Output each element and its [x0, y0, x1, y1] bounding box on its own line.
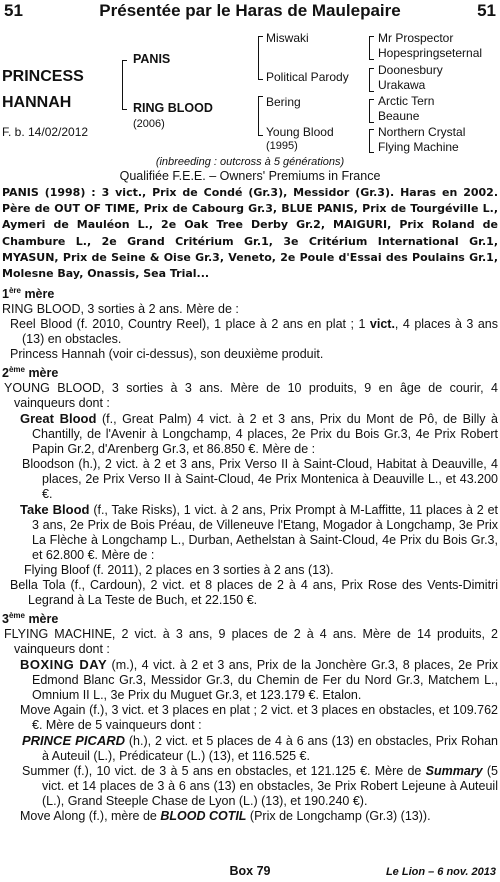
section-heading-1: 1ère mère [2, 286, 55, 302]
dam-year: (2006) [133, 118, 165, 130]
boxing-day: BOXING DAY (m.), 4 vict. à 2 et 3 ans, Prix de la Jonchère Gr.3, 8 places, 2e Prix Edmond Blanc Gr.3, Messidor Gr.3, du Chemin de Fer du Nord Gr.3, Matchem L., Omnium II L., 3e Prix du Muguet Gr.3, et 123.179 €. Etalon. [20, 657, 498, 703]
ancestor: Hopespringseternal [378, 46, 483, 60]
page-number-right: 51 [477, 1, 496, 20]
move-again: Move Again (f.), 3 vict. et 3 places en plat ; 2 vict. et 3 places en obstacles, et 109.762 €. Mère de 5 vainqueurs dont : [20, 703, 498, 733]
sire-dam: Political Parody [266, 70, 349, 84]
great-blood: Great Blood (f., Great Palm) 4 vict. à 2 et 3 ans, Prix du Mont de Pô, de Billy à Chantilly, de l'Avenir à Longchamp, 4 places, 2e Prix du Bois Gr.3, 4e Prix Robert Papin Gr.2, d'Arenberg Gr.3, et 86.850 €. Mère de : [20, 411, 498, 457]
page-number-left: 51 [4, 1, 23, 20]
ancestor: Urakawa [378, 78, 426, 92]
horse-name-line1: PRINCESS [2, 68, 84, 85]
page-footer [0, 864, 500, 882]
box-number: Box 79 [229, 864, 271, 878]
ancestor: Arctic Tern [378, 94, 435, 108]
princess-hannah: Princess Hannah (voir ci-dessus), son deuxième produit. [10, 347, 324, 362]
dam-name: RING BLOOD [133, 101, 213, 115]
page-title: Présentée par le Haras de Maulepaire [99, 1, 401, 20]
bella-tola: Bella Tola (f., Cardoun), 2 vict. et 8 places de 2 à 4 ans, Prix Rose des Vents-Dimitri Legrand à La Teste de Buch, et 22.150 €. [10, 578, 498, 608]
horse-name-line2: HANNAH [2, 94, 72, 111]
inbreeding-note: (inbreeding : outcross à 5 générations) [155, 156, 345, 168]
sire-name: PANIS [133, 52, 171, 66]
ancestor: Beaune [378, 109, 420, 123]
ancestor: Flying Machine [378, 140, 459, 154]
summer: Summer (f.), 10 vict. de 3 à 5 ans en obstacles, et 121.125 €. Mère de Summary (5 vict. et 14 places de 3 à 6 ans (13) en obstacles, 3e Prix Robert Lejeune à Auteuil (L.), Grand Steeple Chase de Lyon (L.) (13), et 190.240 €). [22, 764, 498, 809]
sire-sire: Miswaki [266, 31, 309, 45]
ancestor: Doonesbury [378, 63, 443, 77]
ancestor: Northern Crystal [378, 125, 466, 139]
move-along: Move Along (f.), mère de BLOOD COTIL (Prix de Longchamp (Gr.3) (13)). [20, 809, 431, 824]
take-blood: Take Blood (f., Take Risks), 1 vict. à 2 ans, Prix Prompt à M-Laffitte, 11 places à 2 et 3 ans, 2e Prix de Bois Préau, de Villeneuve l'Etang, Mogador à Longchamp, 3e Prix La Flèche à Longchamp L., Durban, Aethelstan à Saint-Cloud, 4e Prix du Bois Gr.3, et 62.800 €. Mère de : [20, 502, 499, 563]
ancestor: Mr Prospector [378, 31, 454, 45]
prince-picard: PRINCE PICARD (h.), 2 vict. et 5 places de 4 à 6 ans (13) en obstacles, Prix Rohan à Auteuil (L.), Prédicateur (L.) (13), et 116.525 €. [22, 733, 498, 764]
dam-dam: Young Blood [266, 125, 334, 139]
bracket [258, 36, 263, 80]
young-blood: YOUNG BLOOD, 3 sorties à 3 ans. Mère de 10 produits, 9 en âge de courir, 4 vainqueurs dont : [4, 381, 498, 411]
family-text [2, 283, 498, 824]
reel-blood: Reel Blood (f. 2010, Country Reel), 1 place à 2 ans en plat ; 1 vict., 4 places à 3 ans (13) en obstacles. [10, 317, 498, 347]
sire-paragraph: PANIS (1998) : 3 vict., Prix de Condé (Gr.3), Messidor (Gr.3). Haras en 2002. Père de OUT OF TIME, Prix de Cabourg Gr.3, BLUE PANIS, Prix de Tourgéville L., Aymeri de Mauléon L., 2e Oak Tree Derby Gr.2, MAIGURI, Prix Roland de Chambure L., 2e Grand Critérium Gr.1, 3e Critérium International Gr.1, MYASUN, Prix de Seine & Oise Gr.3, Veneto, 2e Poule d'Essai des Poulains Gr.1, Molesne Bay, Onassis, Sea Trial... [2, 186, 498, 281]
flying-machine: FLYING MACHINE, 2 vict. à 3 ans, 9 places de 2 à 4 ans. Mère de 14 produits, 2 vainqueurs dont : [4, 627, 498, 657]
dam-dam-year: (1995) [266, 140, 298, 152]
horse-info: F. b. 14/02/2012 [2, 125, 89, 139]
section-heading-2: 2ème mère [2, 365, 59, 381]
flying-bloof: Flying Bloof (f. 2011), 2 places en 3 sorties à 2 ans (13). [24, 563, 334, 578]
bracket [258, 96, 263, 136]
page-header [0, 0, 500, 24]
bracket [369, 129, 374, 153]
bracket [122, 60, 127, 110]
sale-info: Le Lion – 6 nov. 2013 [385, 866, 496, 878]
bloodson: Bloodson (h.), 2 vict. à 2 et 3 ans, Prix Verso II à Saint-Cloud, Habitat à Deauville, 4 places, 2e Prix Verso II à Saint-Cloud, 4e Prix Montenica à Deauville L., et 43.200 €. [22, 457, 498, 502]
ring-blood: RING BLOOD, 3 sorties à 2 ans. Mère de : [2, 302, 239, 317]
bracket [369, 68, 374, 92]
dam-sire: Bering [266, 95, 301, 109]
bracket [369, 99, 374, 123]
section-heading-3: 3ème mère [2, 611, 59, 627]
qualification: Qualifiée F.E.E. – Owners' Premiums in France [119, 169, 381, 183]
bracket [369, 36, 374, 60]
